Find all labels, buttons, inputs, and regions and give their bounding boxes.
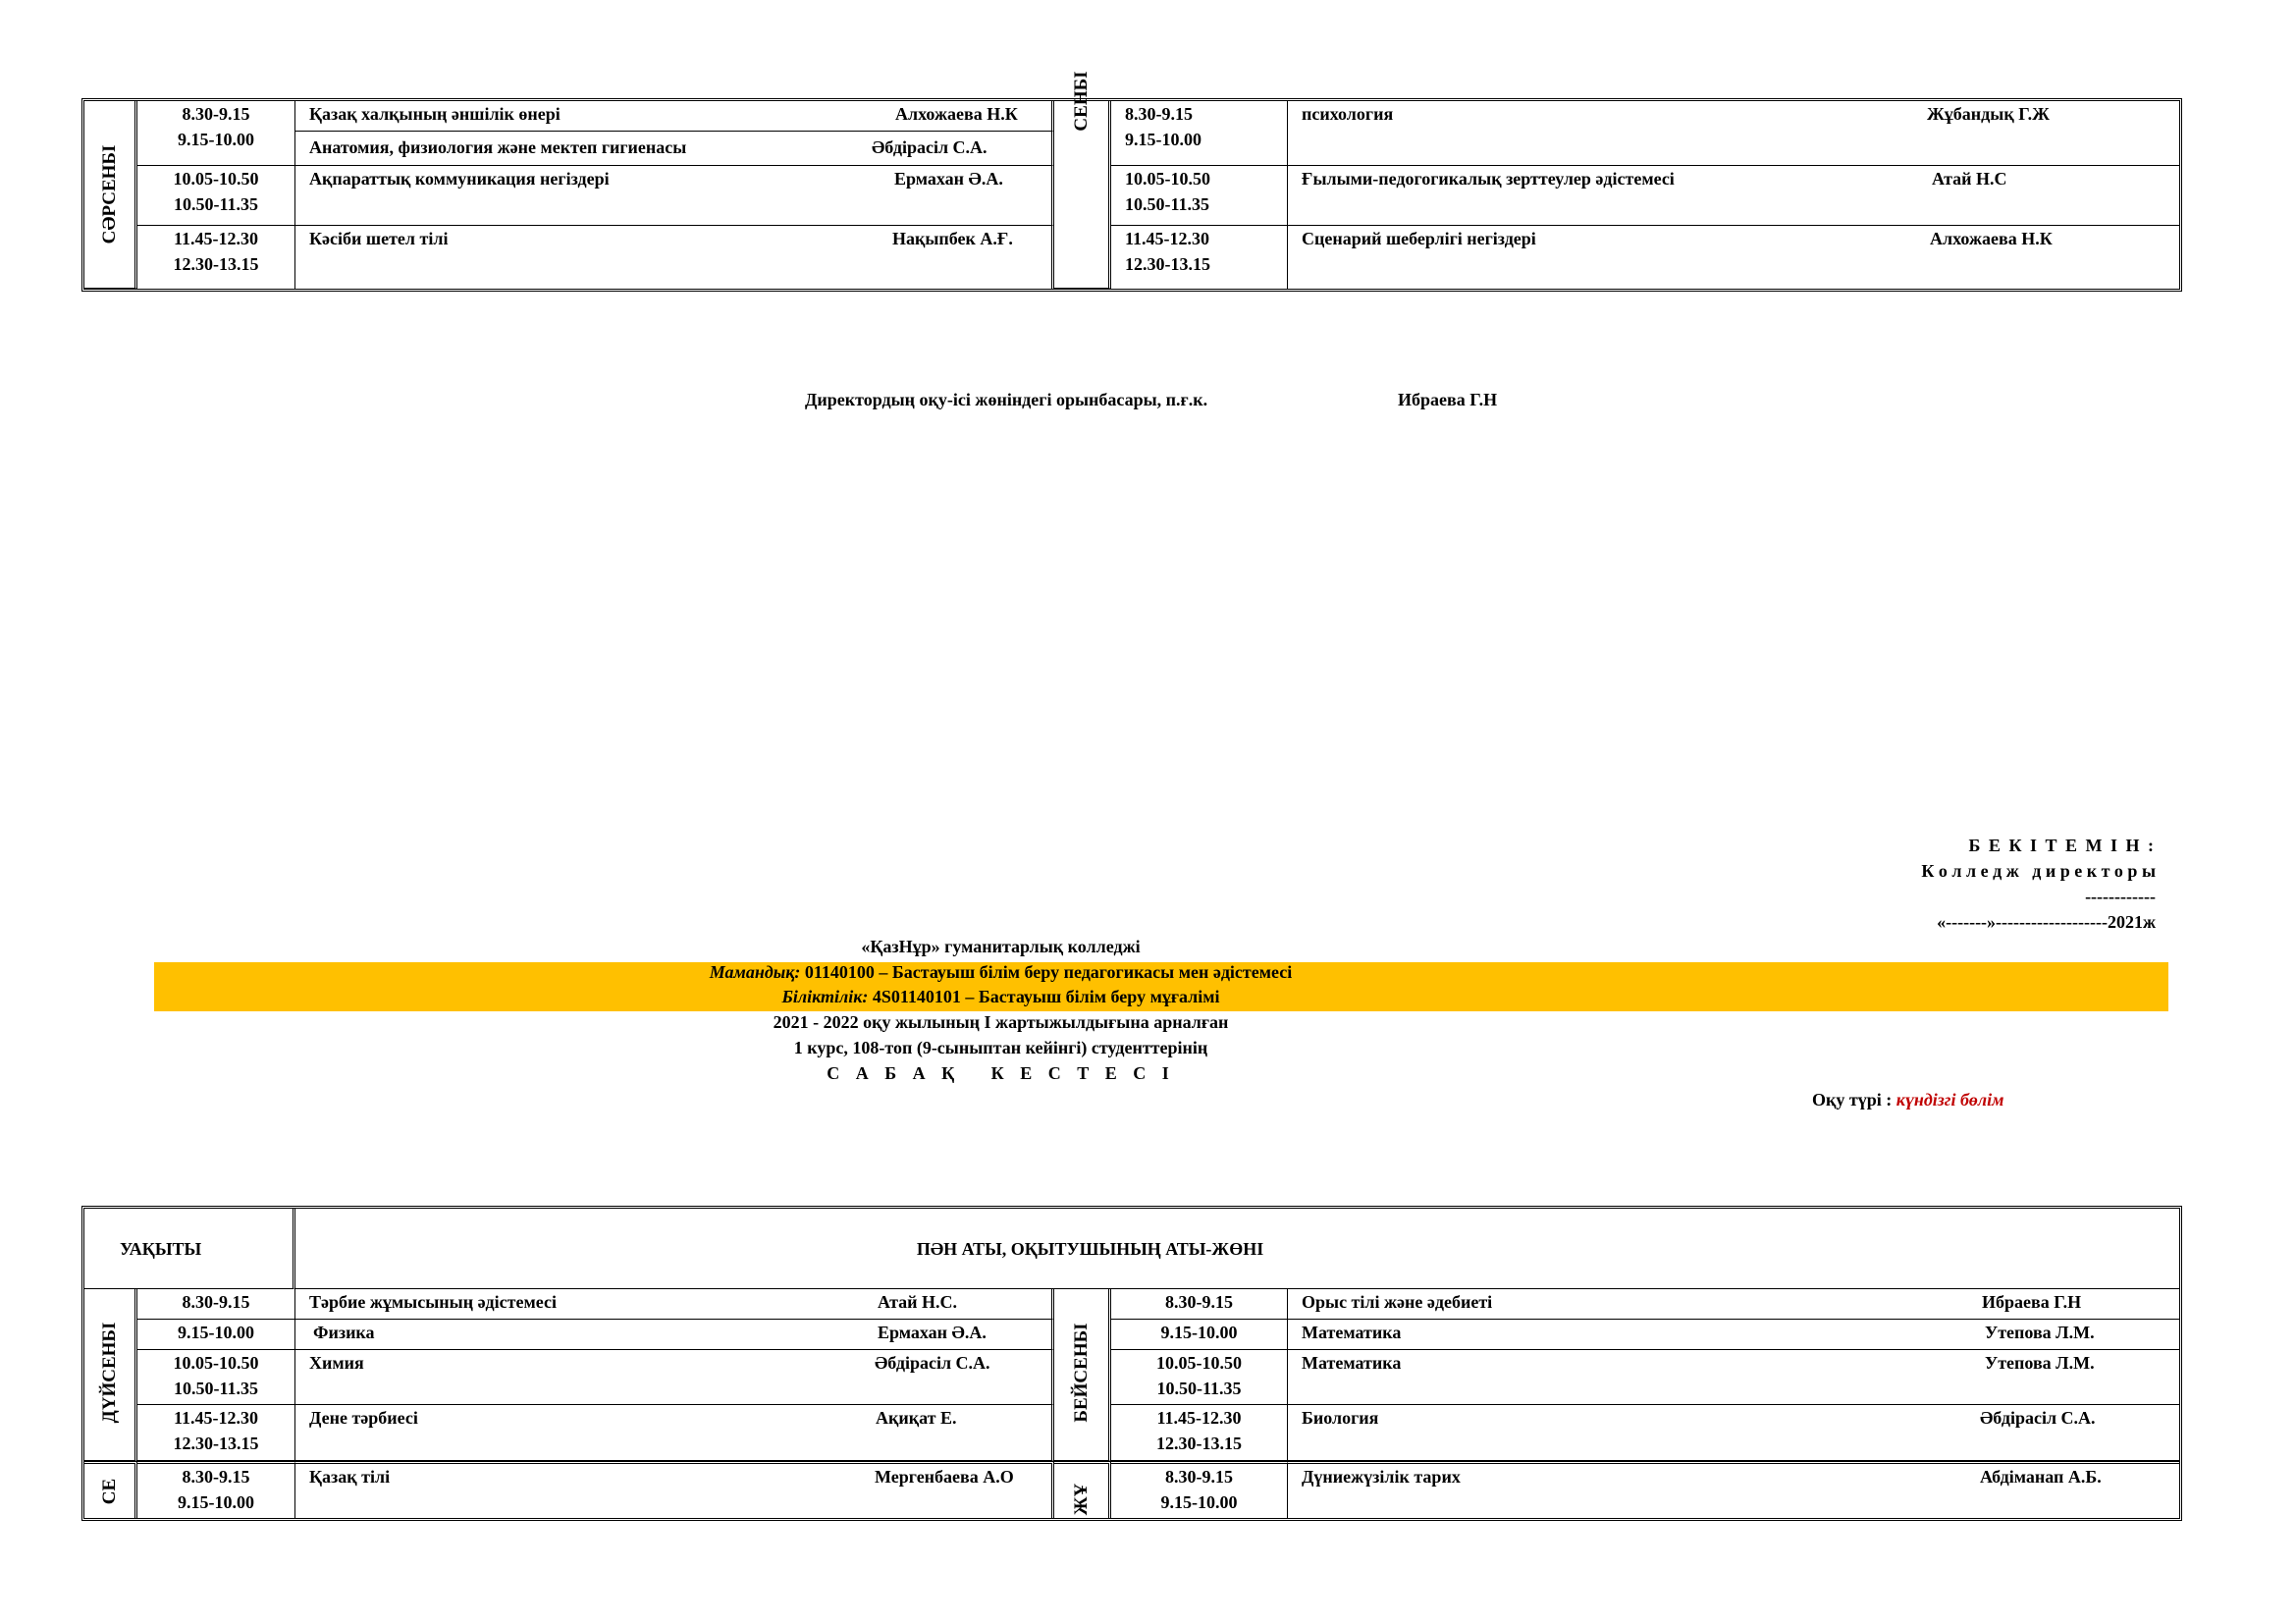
time-cell: 10.05-10.50 10.50-11.35	[1111, 166, 1288, 225]
qualification-label: Біліктілік:	[781, 987, 869, 1006]
signature-name: Ибраева Г.Н	[1398, 390, 1498, 409]
subject-cell: Ақпараттық коммуникация негіздері Ермахан Ә.А.	[295, 166, 1054, 225]
time-cell: 8.30-9.15	[1111, 1289, 1288, 1320]
subject-cell: Ғылыми-педогогикалық зерттеулер әдістемесі Атай Н.С	[1288, 166, 2179, 225]
approval-title: Б Е К І Т Е М І Н :	[1968, 836, 2156, 855]
subject-cell: Физика Ермахан Ә.А.	[295, 1320, 1054, 1350]
study-form-value: күндізгі бөлім	[1896, 1090, 2004, 1110]
time-cell: 8.30-9.15 9.15-10.00	[1111, 101, 1288, 166]
time-cell: 11.45-12.30 12.30-13.15	[137, 1405, 295, 1461]
subject-cell: Қазақ тілі Мергенбаева А.О	[295, 1461, 1054, 1518]
day-cell-tuesday: СЕ	[84, 1461, 137, 1518]
time-cell: 9.15-10.00	[1111, 1320, 1288, 1350]
time-cell: 8.30-9.15	[137, 1289, 295, 1320]
time-cell: 11.45-12.30 12.30-13.15	[1111, 226, 1288, 289]
time-cell: 8.30-9.15 9.15-10.00	[137, 1461, 295, 1518]
time-cell: 9.15-10.00	[137, 1320, 295, 1350]
study-form-label: Оқу түрі :	[1812, 1090, 1893, 1110]
time-cell: 11.45-12.30 12.30-13.15	[1111, 1405, 1288, 1461]
header-time: УАҚЫТЫ	[84, 1209, 295, 1289]
qualification-line	[0, 987, 2149, 1007]
day-cell-thursday: БЕЙСЕНБІ	[1054, 1289, 1111, 1461]
specialty-line	[0, 962, 2149, 983]
schedule-table-bottom	[81, 1206, 2182, 1521]
time-cell: 10.05-10.50 10.50-11.35	[1111, 1350, 1288, 1405]
specialty-label: Мамандық:	[709, 962, 801, 982]
day-cell-monday: ДҮЙСЕНБІ	[84, 1289, 137, 1461]
subject-cell: Сценарий шеберлігі негіздері Алхожаева Н.К	[1302, 228, 2053, 248]
subject-cell: Дене тәрбиесі Ақиқат Е.	[295, 1405, 1054, 1461]
day-cell-saturday: СЕНБІ	[1054, 101, 1111, 289]
subject-cell: Анатомия, физиология және мектеп гигиенасы Әбдірасіл С.А.	[295, 132, 1054, 166]
subject-cell: психология Жұбандық Г.Ж	[1288, 101, 2179, 166]
subject-cell: Математика Утепова Л.М.	[1288, 1320, 2179, 1350]
study-form	[1812, 1090, 2004, 1110]
qualification-value: 4S01140101 – Бастауыш білім беру мұғалімі	[872, 987, 1220, 1006]
subject-cell: Химия Әбдірасіл С.А.	[295, 1350, 1054, 1405]
subject-cell: Қазақ халқының әншілік өнері Алхожаева Н.К	[295, 101, 1054, 132]
schedule-title: С А Б А Қ К Е С Т Е С І	[827, 1063, 1175, 1083]
day-cell-wednesday: СӘРСЕНБІ	[84, 101, 137, 289]
subject-cell: Математика Утепова Л.М.	[1288, 1350, 2179, 1405]
header-subject: ПӘН АТЫ, ОҚЫТУШЫНЫҢ АТЫ-ЖӨНІ	[295, 1209, 2179, 1289]
schedule-table-top	[81, 71, 2182, 292]
approval-director: К о л л е д ж д и р е к т о р ы	[1921, 861, 2156, 881]
time-cell: 10.05-10.50 10.50-11.35	[137, 1350, 295, 1405]
subject-cell: Орыс тілі және әдебиеті Ибраева Г.Н	[1288, 1289, 2179, 1320]
approval-signature-line: ------------	[2085, 887, 2156, 906]
time-cell: 11.45-12.30 12.30-13.15	[137, 226, 295, 289]
subject-cell: Тәрбие жұмысының әдістемесі Атай Н.С.	[295, 1289, 1054, 1320]
subject-cell: Кәсіби шетел тілі Нақыпбек А.Ғ.	[295, 226, 1054, 289]
academic-year: 2021 - 2022 оқу жылының І жартыжылдығына арналған	[773, 1012, 1229, 1032]
group-line: 1 курс, 108-топ (9-сыныптан кейінгі) студенттерінің	[793, 1038, 1208, 1057]
signature-position: Директордың оқу-ісі жөніндегі орынбасары, п.ғ.к.	[805, 390, 1208, 409]
time-cell: 8.30-9.15 9.15-10.00	[1111, 1461, 1288, 1518]
specialty-value: 01140100 – Бастауыш білім беру педагогикасы мен әдістемесі	[804, 962, 1293, 982]
time-cell: 8.30-9.15 9.15-10.00	[137, 101, 295, 166]
college-name: «ҚазНұр» гуманитарлық колледжі	[861, 937, 1141, 956]
day-cell-friday: ЖҰ	[1054, 1461, 1111, 1518]
time-cell: 10.05-10.50 10.50-11.35	[137, 166, 295, 225]
subject-cell: Биология Әбдірасіл С.А.	[1288, 1405, 2179, 1461]
subject-cell: Дүниежүзілік тарих Абдіманап А.Б.	[1288, 1461, 2179, 1518]
approval-date: «-------»-------------------2021ж	[1937, 912, 2156, 932]
